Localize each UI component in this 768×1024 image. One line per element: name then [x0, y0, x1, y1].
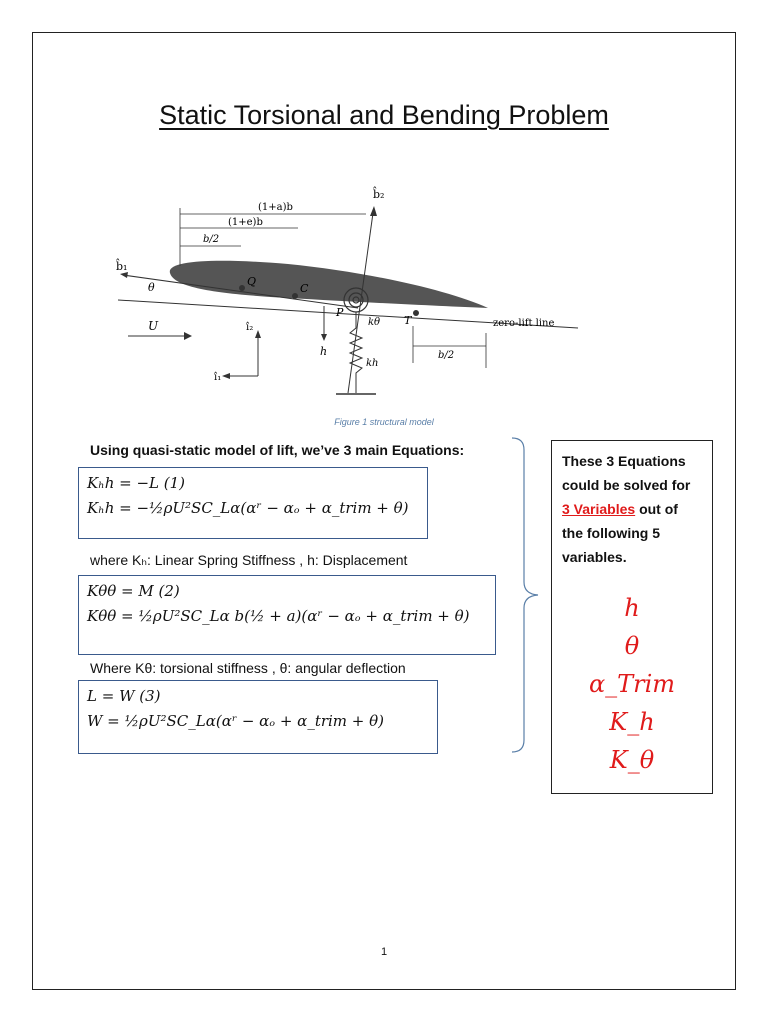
- variables-box: [551, 440, 713, 794]
- label-one-plus-a-b: (1+a)b: [258, 202, 293, 213]
- label-zero-lift-line: zero-lift line: [493, 318, 555, 329]
- variable-theta: θ: [624, 632, 640, 660]
- page-number: 1: [380, 946, 388, 958]
- intro-text: Using quasi-static model of lift, we’ve 3 main Equations:: [90, 442, 465, 458]
- eq3-line1: L = W (3): [87, 687, 161, 705]
- variables-description: [562, 449, 702, 569]
- variable-k-theta: K_θ: [609, 746, 655, 774]
- equation-box-2: [78, 575, 496, 655]
- label-b-half-right: b/2: [438, 350, 455, 361]
- curly-brace: [508, 436, 548, 754]
- eq1-line2: Kₕh = −½ρU²SC_Lα(αʳ − αₒ + α_trim + θ): [87, 499, 409, 517]
- label-k-h: kh: [366, 358, 379, 369]
- equation-box-3: [78, 680, 438, 754]
- label-p: P: [336, 306, 344, 319]
- label-one-plus-e-b: (1+e)b: [228, 217, 263, 228]
- note-torsional-stiffness: Where Kθ: torsional stiffness , θ: angular deflection: [90, 660, 406, 676]
- variables-text-before: These 3 Equations could be solved for: [562, 453, 691, 493]
- label-q: Q: [247, 275, 257, 288]
- structural-model-figure: [108, 178, 608, 410]
- variables-text-after: out of the following 5 variables.: [562, 501, 678, 565]
- equation-box-1: [78, 467, 428, 539]
- eq1-line1: Kₕh = −L (1): [87, 474, 186, 492]
- figure-caption: Figure 1 structural model: [334, 417, 434, 427]
- page-title: Static Torsional and Bending Problem: [159, 100, 609, 130]
- variable-alpha-trim: α_Trim: [588, 670, 676, 698]
- label-u: U: [148, 319, 159, 333]
- variable-h: h: [624, 594, 640, 622]
- label-t: T: [404, 314, 412, 327]
- note-spring-stiffness: where Kₕ: Linear Spring Stiffness , h: Displacement: [90, 552, 408, 568]
- label-i2: î₂: [246, 322, 254, 333]
- label-b1: b̂₁: [116, 260, 128, 273]
- eq3-line2: W = ½ρU²SC_Lα(αʳ − αₒ + α_trim + θ): [87, 712, 385, 730]
- variables-highlight: 3 Variables: [562, 501, 636, 517]
- label-i1: î₁: [214, 372, 222, 383]
- eq2-line1: Kθθ = M (2): [87, 582, 180, 600]
- label-h: h: [320, 345, 328, 358]
- variables-list: [562, 589, 702, 779]
- label-k-theta: kθ: [368, 317, 381, 328]
- variable-k-h: K_h: [609, 708, 655, 736]
- label-theta: θ: [148, 281, 155, 294]
- label-c: C: [300, 282, 309, 295]
- label-b-half-left: b/2: [203, 234, 220, 245]
- eq2-line2: Kθθ = ½ρU²SC_Lα b(½ + a)(αʳ − αₒ + α_trim + θ): [87, 607, 470, 625]
- label-b2: b̂₂: [373, 188, 385, 201]
